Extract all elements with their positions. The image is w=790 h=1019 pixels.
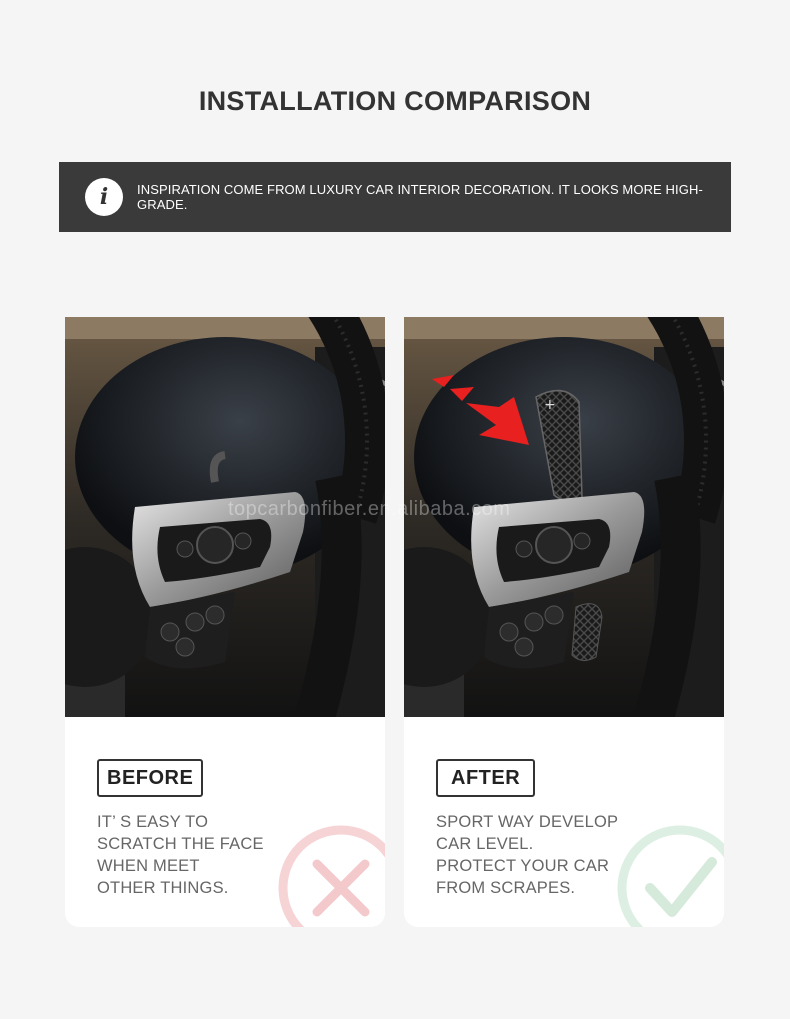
before-line: WHEN MEET bbox=[97, 857, 200, 875]
info-banner bbox=[59, 162, 731, 232]
after-label: AFTER bbox=[436, 759, 535, 797]
before-card bbox=[65, 317, 385, 927]
after-line: PROTECT YOUR CAR bbox=[436, 857, 610, 875]
after-card bbox=[404, 317, 724, 927]
after-line: FROM SCRAPES. bbox=[436, 879, 576, 897]
info-icon: i bbox=[85, 178, 123, 216]
before-label: BEFORE bbox=[97, 759, 203, 797]
svg-text:+: + bbox=[544, 397, 556, 413]
check-icon bbox=[614, 822, 724, 927]
before-line: IT’ S EASY TO bbox=[97, 813, 209, 831]
before-line: OTHER THINGS. bbox=[97, 879, 229, 897]
watermark: topcarbonfiber.en.alibaba.com bbox=[228, 498, 511, 520]
after-line: SPORT WAY DEVELOP bbox=[436, 813, 619, 831]
page-title: INSTALLATION COMPARISON bbox=[198, 86, 592, 116]
after-line: CAR LEVEL. bbox=[436, 835, 534, 853]
cross-icon bbox=[275, 822, 385, 927]
before-line: SCRATCH THE FACE bbox=[97, 835, 264, 853]
banner-text: INSPIRATION COME FROM LUXURY CAR INTERIOR DECORATION. IT LOOKS MORE HIGH-GRADE. bbox=[137, 182, 703, 212]
